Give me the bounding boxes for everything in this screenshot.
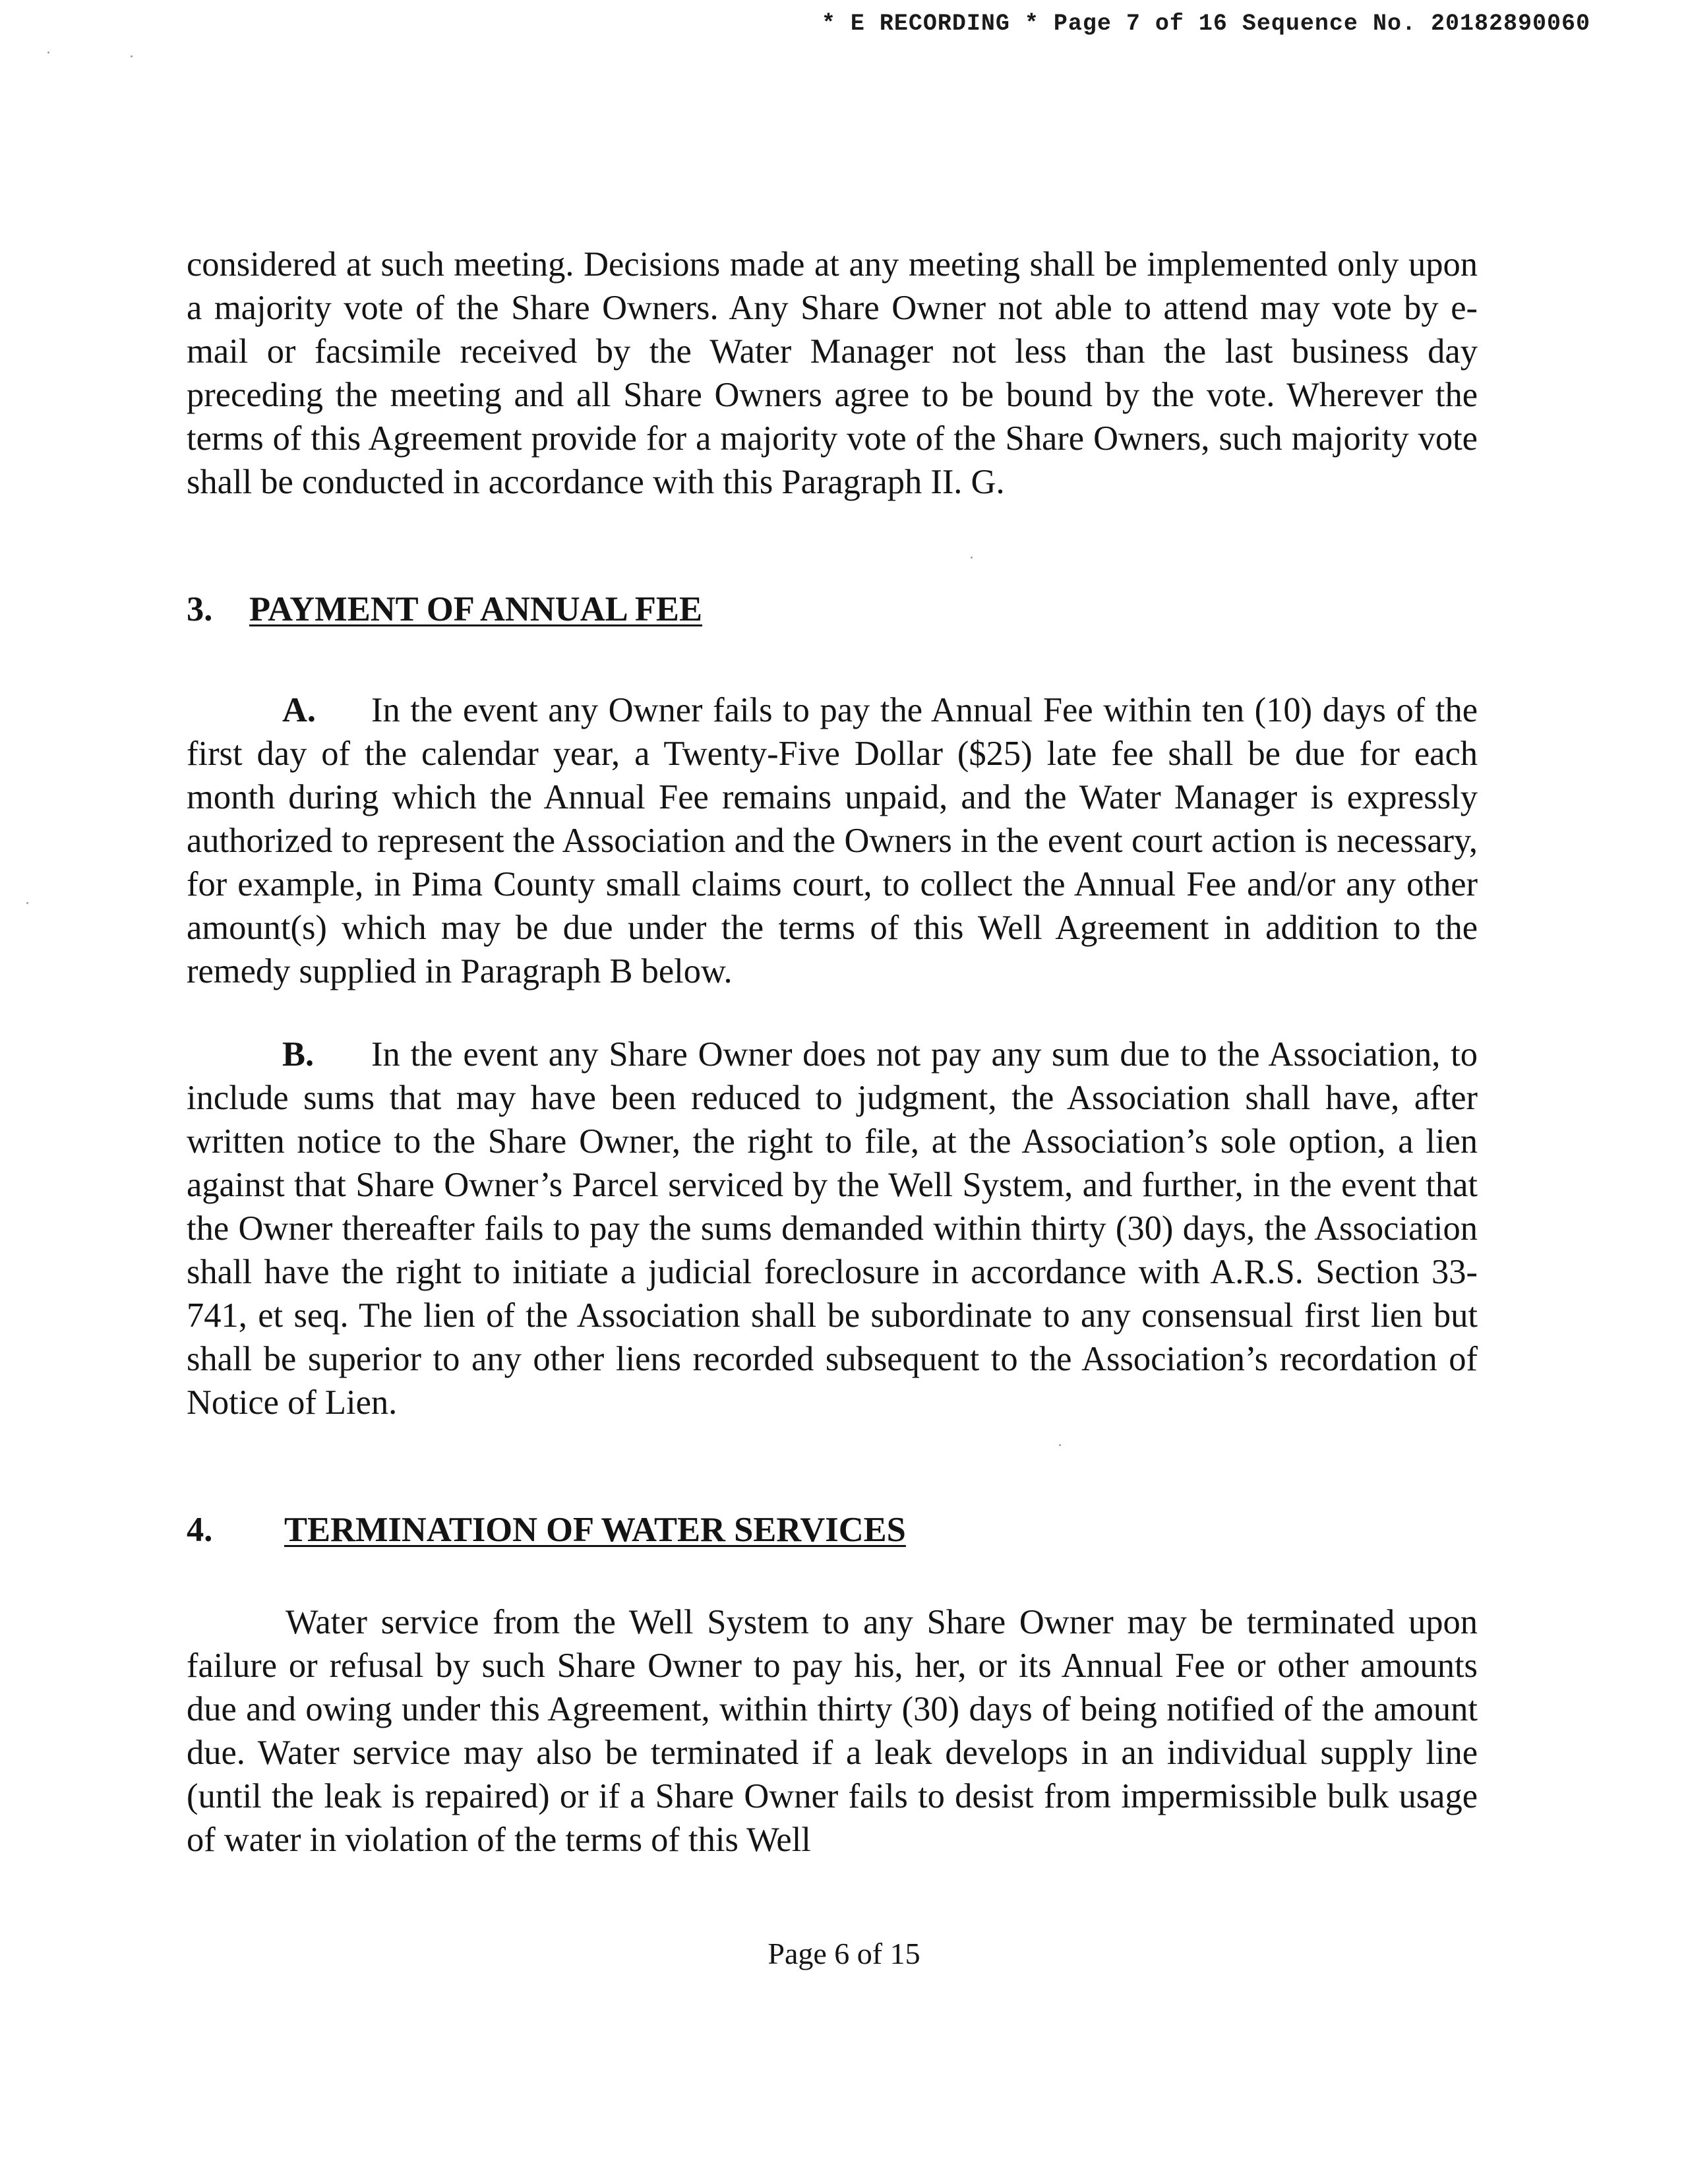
section-4-heading xyxy=(187,1510,906,1550)
scan-speck xyxy=(26,902,28,904)
paragraph-a-label: A. xyxy=(282,691,316,729)
scan-speck xyxy=(971,557,973,559)
paragraph-b-label: B. xyxy=(282,1035,315,1074)
section-4-number: 4. xyxy=(187,1511,213,1549)
section-4-paragraph: Water service from the Well System to any Share Owner may be terminated upon failure or refusal by such Share Owner to pay his, her, or its Annual Fee or other amounts due and owing under this Agreement, within thirty (30) days of being notified of the amount due. Water service may also be terminated if a leak develops in an individual supply line (until the leak is repaired) or if a Share Owner fails to desist from impermissible bulk usage of water in violation of the terms of this Well xyxy=(187,1603,1478,1859)
recording-header: * E RECORDING * Page 7 of 16 Sequence No. 20182890060 xyxy=(821,11,1590,37)
section-3-paragraph-b xyxy=(187,1033,1478,1424)
scan-speck xyxy=(1059,1444,1061,1446)
scan-speck xyxy=(47,51,49,53)
section-3-title: PAYMENT OF ANNUAL FEE xyxy=(249,590,702,628)
section-4-title: TERMINATION OF WATER SERVICES xyxy=(284,1511,906,1549)
section-3-number: 3. xyxy=(187,590,213,628)
page-number-footer: Page 6 of 15 xyxy=(768,1937,920,1970)
scan-speck xyxy=(131,55,133,57)
section-3-heading xyxy=(187,590,702,629)
section-3-paragraph-a xyxy=(187,688,1478,993)
paragraph-a-text: In the event any Owner fails to pay the Annual Fee within ten (10) days of the first day of the calendar year, a Twenty-Five Dollar ($25) late fee shall be due for each month during which the Annual Fee remains unpaid, and the Water Manager is expressly authorized to represent the Association and the Owners in the event court action is necessary, for example, in Pima County small claims court, to collect the Annual Fee and/or any other amount(s) which may be due under the terms of this Well Agreement in addition to the remedy supplied in Paragraph B below. xyxy=(187,691,1478,990)
paragraph-b-text: In the event any Share Owner does not pay any sum due to the Association, to include sums that may have been reduced to judgment, the Association shall have, after written notice to the Share Owner, the right to file, at the Association’s sole option, a lien against that Share Owner’s Parcel serviced by the Well System, and further, in the event that the Owner thereafter fails to pay the sums demanded within thirty (30) days, the Association shall have the right to initiate a judicial foreclosure in accordance with A.R.S. Section 33-741, et seq. The lien of the Association shall be subordinate to any consensual first lien but shall be superior to any other liens recorded subsequent to the Association’s recordation of Notice of Lien. xyxy=(187,1035,1478,1422)
continuation-paragraph: considered at such meeting. Decisions made at any meeting shall be implemented only upon a majority vote of the Share Owners. Any Share Owner not able to attend may vote by e-mail or facsimile received by the Water Manager not less than the last business day preceding the meeting and all Share Owners agree to be bound by the vote. Wherever the terms of this Agreement provide for a majority vote of the Share Owners, such majority vote shall be conducted in accordance with this Paragraph II. G. xyxy=(187,245,1478,501)
